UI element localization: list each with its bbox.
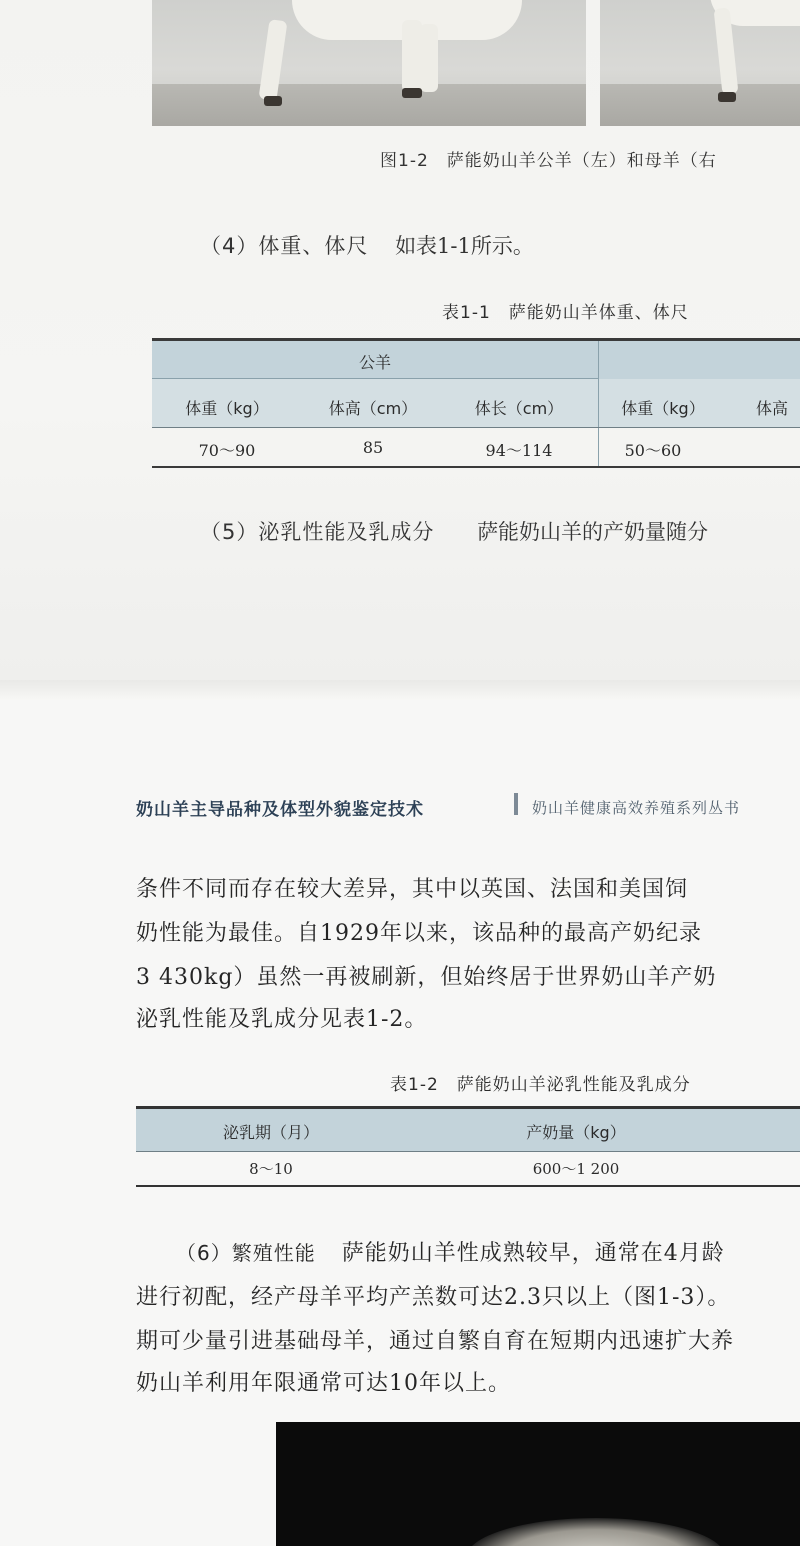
table-2 (136, 1106, 800, 1188)
figure-caption: 图1-2 萨能奶山羊公羊（左）和母羊（右 (380, 151, 717, 171)
running-head-title: 奶山羊主导品种及体型外貌鉴定技术 (136, 800, 424, 820)
paragraph-5-heading: （5）泌乳性能及乳成分 (200, 520, 435, 544)
body-line: 泌乳性能及乳成分见表1-2。 (136, 1007, 428, 1032)
table-1-header: 体长（cm） (474, 399, 564, 418)
table-1-header: 体高 (756, 399, 789, 418)
table-1-title: 表1-1 萨能奶山羊体重、体尺 (442, 303, 689, 323)
table-2-cell: 8～10 (249, 1160, 293, 1178)
table-1-header: 体重（kg） (185, 399, 269, 418)
goat-photo-female (600, 0, 800, 126)
paragraph-6-line: 奶山羊利用年限通常可达10年以上。 (136, 1371, 511, 1396)
running-head-series: 奶山羊健康高效养殖系列丛书 (532, 799, 741, 817)
running-head-divider (514, 793, 518, 815)
table-2-header: 泌乳期（月） (222, 1123, 319, 1142)
table-1-cell: 94～114 (485, 441, 553, 460)
goat-photo-male (152, 0, 586, 126)
paragraph-5-text: 萨能奶山羊的产奶量随分 (477, 520, 709, 544)
table-1-cell: 85 (362, 438, 384, 457)
upper-book-page (0, 0, 800, 680)
paragraph-4-text: 如表1-1所示。 (395, 234, 534, 258)
paragraph-6-line: 期可少量引进基础母羊，通过自繁自育在短期内迅速扩大养 (136, 1329, 735, 1354)
table-2-cell: 600～1 200 (532, 1160, 620, 1178)
paragraph-4 (200, 230, 534, 260)
body-line: 条件不同而存在较大差异，其中以英国、法国和美国饲 (136, 877, 689, 902)
figure-1-3-photo (276, 1422, 800, 1546)
paragraph-4-heading: （4）体重、体尺 (200, 234, 369, 258)
table-1-cell: 50～60 (624, 441, 682, 460)
paragraph-5 (200, 516, 708, 546)
body-line: 3 430kg）虽然一再被刷新，但始终居于世界奶山羊产奶 (136, 965, 717, 990)
table-1-cell: 70～90 (198, 441, 256, 460)
table-1-header: 体重（kg） (621, 399, 705, 418)
table-2-header: 产奶量（kg） (526, 1123, 626, 1142)
paragraph-6-heading: （6）繁殖性能 (176, 1241, 316, 1265)
page-gap (0, 680, 800, 700)
table-1 (152, 338, 800, 470)
table-2-title: 表1-2 萨能奶山羊泌乳性能及乳成分 (390, 1075, 691, 1095)
paragraph-6-line (176, 1236, 725, 1267)
table-1-group-male: 公羊 (358, 353, 391, 372)
body-line: 奶性能为最佳。自1929年以来，该品种的最高产奶纪录 (136, 921, 702, 946)
paragraph-6-line: 进行初配，经产母羊平均产羔数可达2.3只以上（图1-3）。 (136, 1285, 731, 1310)
table-1-header: 体高（cm） (328, 399, 418, 418)
paragraph-6-text: 萨能奶山羊性成熟较早，通常在4月龄 (341, 1241, 725, 1266)
